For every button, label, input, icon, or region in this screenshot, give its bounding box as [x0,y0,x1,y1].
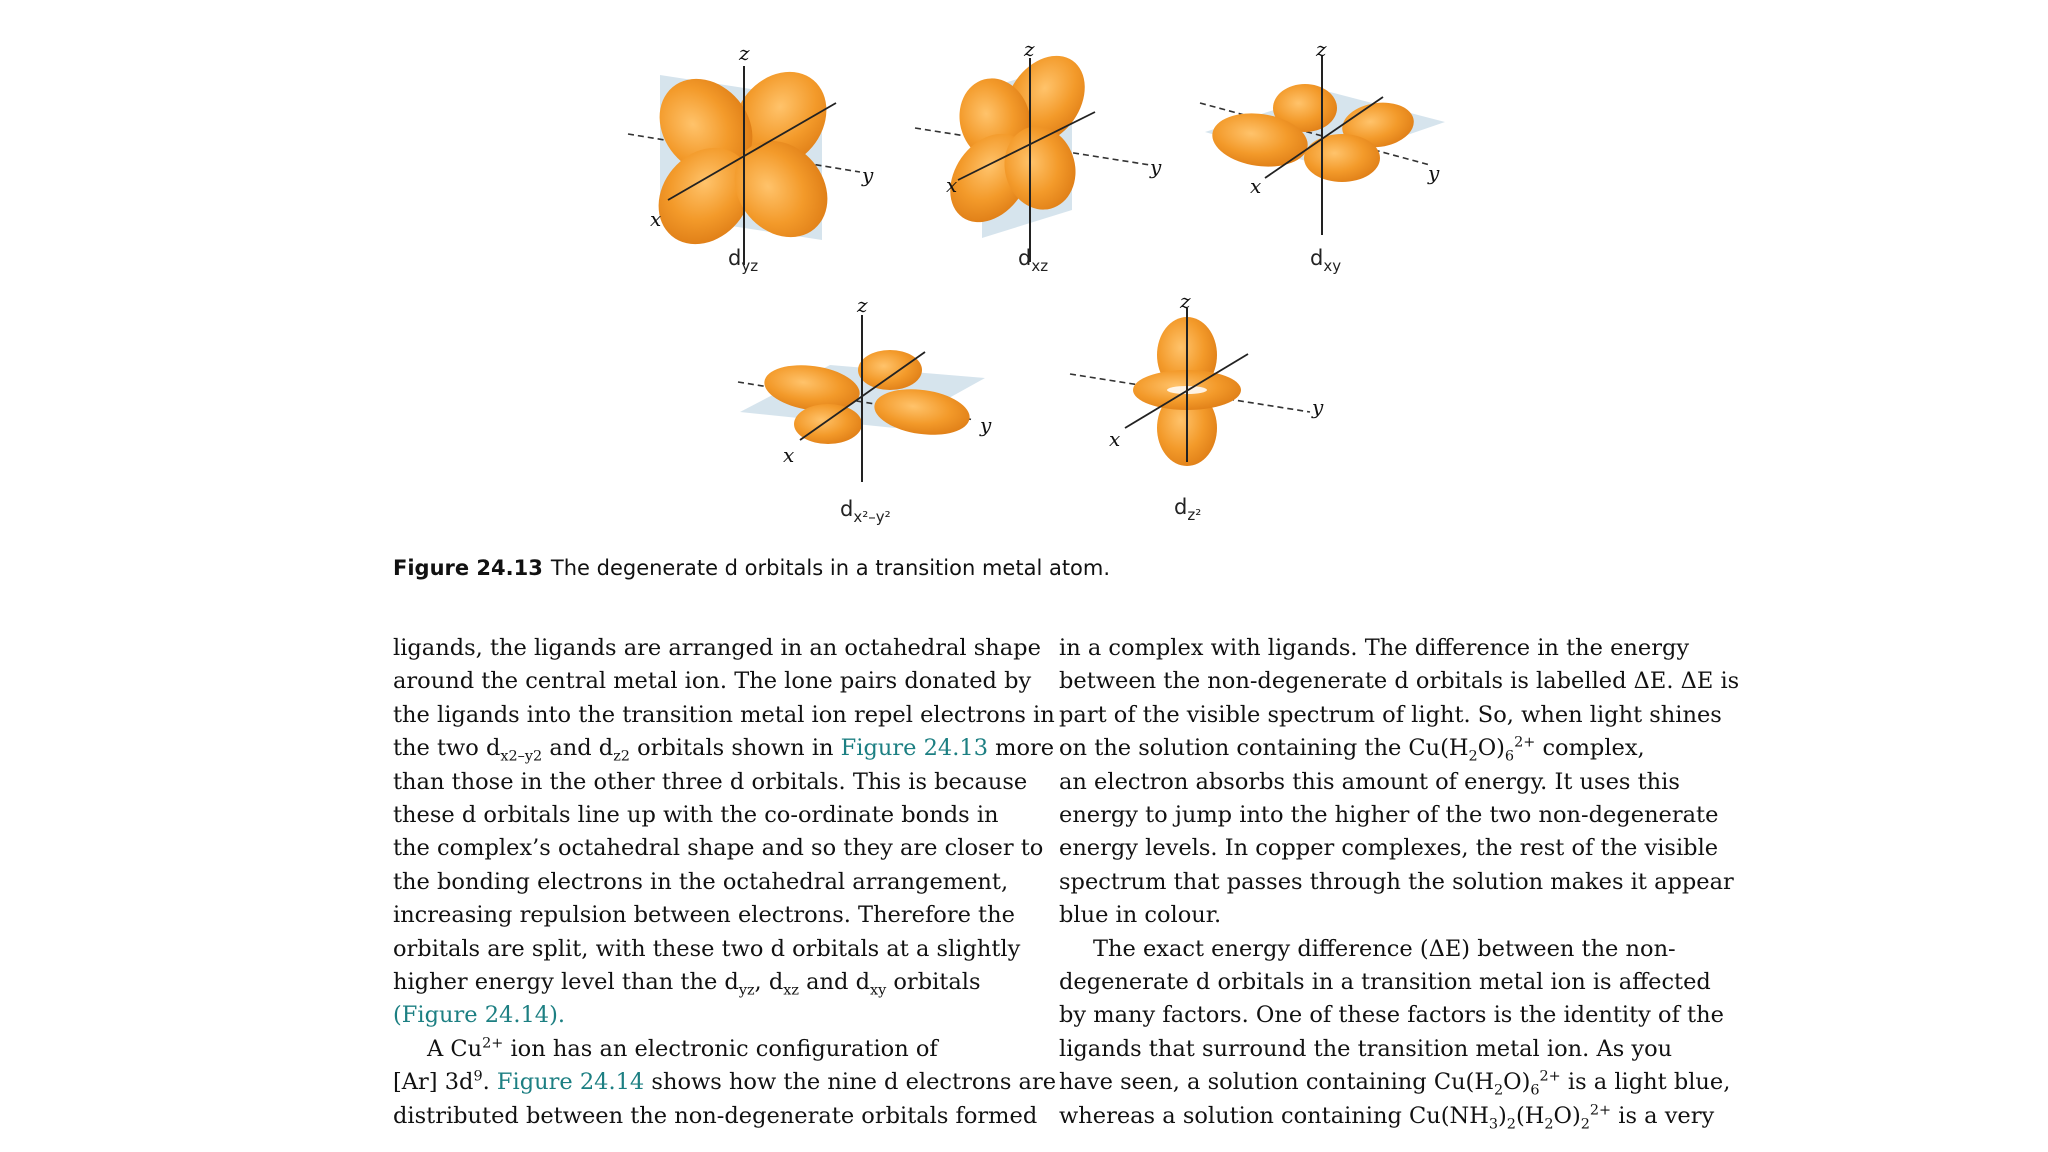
text-line: have seen, a solution containing $Cu(H_2O)_6^{2+}$ is a light blue, [1059,1068,1731,1099]
orbital-dz2 [1070,289,1324,524]
axis-label-x: x [1250,174,1262,198]
figure-24-13-link[interactable]: Figure 24.13 [840,735,989,762]
text-line: orbitals are split, with these two d orbitals at a slightly [393,935,1021,962]
axis-label-x: x [783,443,795,467]
orbital-label-dx2-y2: $d_{x^2-y^2}$ [840,497,891,526]
axis-label-y: y [1150,155,1162,179]
text-line: between the non-degenerate d orbitals is labelled ΔE. ΔE is [1059,668,1740,695]
orbital-lobe [1304,134,1380,182]
text-line: degenerate d orbitals in a transition metal ion is affected [1059,969,1711,996]
orbital-label-dz2: $d_{z^2}$ [1174,495,1202,524]
axis-label-y: y [980,413,992,437]
text-line: the complex’s octahedral shape and so they are closer to [393,835,1044,862]
text-line: spectrum that passes through the solution makes it appear [1059,868,1734,895]
orbital-label-dxy: $d_{xy}$ [1310,246,1342,275]
text-line: distributed between the non-degenerate orbitals formed [393,1102,1038,1129]
orbital-dx2-y2 [738,293,992,526]
axis-label-z: z [739,41,750,65]
axis-label-y: y [862,163,874,187]
text-line: an electron absorbs this amount of energy. It uses this [1059,768,1680,795]
axis-label-z: z [1024,37,1035,61]
text-line: around the central metal ion. The lone pairs donated by [393,668,1032,695]
orbital-label-dxz: $d_{xz}$ [1018,246,1049,275]
right-text-column [1059,632,1740,1133]
axis-label-z: z [1316,37,1327,61]
figure-caption-label: Figure 24.13 [393,556,543,580]
axis-label-x: x [946,173,958,197]
text-line [393,999,1033,1032]
orbital-label-dyz: $d_{yz}$ [728,246,759,275]
text-line: energy to jump into the higher of the two non-degenerate [1059,802,1719,829]
text-line: ligands that surround the transition metal ion. As you [1059,1035,1673,1062]
axis-label-x: x [650,207,662,231]
axis-label-z: z [1180,289,1191,313]
text-line: in a complex with ligands. The difference in the energy [1059,635,1690,661]
text-line: than those in the other three d orbitals. This is because [393,768,1028,795]
text-line: The exact energy difference (ΔE) between the non- [1093,935,1676,962]
text-line: part of the visible spectrum of light. So, when light shines [1059,701,1722,728]
orbital-dyz [628,41,874,275]
text-line: higher energy level than the $d_{yz}$, $d_{xz}$ and $d_{xy}$ orbitals [393,969,981,999]
orbital-lobe [858,350,922,390]
orbital-dxz [915,37,1162,275]
figure-caption-text: The degenerate d orbitals in a transition metal atom. [550,556,1111,580]
figure-24-14-link[interactable]: (Figure 24.14). [393,1002,566,1029]
text-line: energy levels. In copper complexes, the rest of the visible [1059,835,1719,862]
text-line: whereas a solution containing $Cu(NH_3)_2(H_2O)_2^{2+}$ is a very [1059,1102,1715,1133]
text-line: the two $d_{x2-y2}$ and $d_{z2}$ orbitals shown in Figure 24.13 more [393,735,1055,765]
text-line: ligands, the ligands are arranged in an octahedral shape [393,635,1041,661]
axis-label-x: x [1109,427,1121,451]
text-line: the ligands into the transition metal ion repel electrons in [393,701,1055,728]
text-line: these d orbitals line up with the co-ordinate bonds in [393,802,999,829]
orbital-dxy [1200,37,1445,275]
axis-label-y: y [1312,395,1324,419]
text-line: A $Cu^{2+}$ ion has an electronic configuration of [427,1035,938,1062]
figure-caption [393,556,1110,580]
text-line: on the solution containing the $Cu(H_2O)_6^{2+}$ complex, [1059,734,1645,765]
text-line: blue in colour. [1059,902,1222,929]
figure-24-14-link[interactable]: Figure 24.14 [496,1069,645,1096]
text-line: increasing repulsion between electrons. Therefore the [393,902,1015,929]
axis-label-y: y [1428,161,1440,185]
text-line: [Ar] $3d^9$. Figure 24.14 shows how the nine d electrons are [393,1068,1057,1096]
left-text-column [393,632,1057,1133]
axis-label-z: z [857,293,868,317]
text-line: the bonding electrons in the octahedral arrangement, [393,868,1009,895]
text-line: by many factors. One of these factors is the identity of the [1059,1002,1724,1029]
